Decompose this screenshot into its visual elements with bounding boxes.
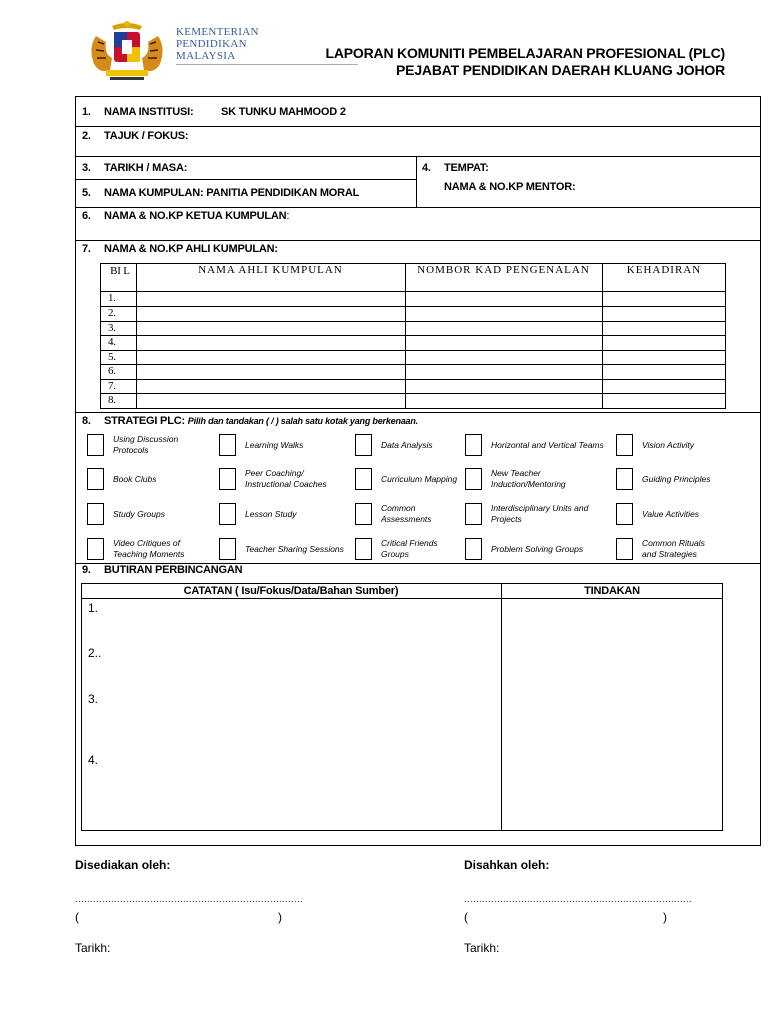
strategy-checkbox[interactable] [616, 503, 633, 525]
strategy-option-label: Using Discussion Protocols [113, 434, 179, 455]
field-group-leader[interactable] [82, 210, 289, 222]
strategy-option-label: Video Critiques of Teaching Moments [113, 538, 185, 559]
divider [75, 412, 761, 413]
strategy-checkbox[interactable] [87, 538, 104, 560]
field-group-members [82, 243, 278, 255]
divider [501, 583, 502, 831]
strategy-option-label: Study Groups [113, 509, 165, 519]
strategy-option-label: Interdisciplinary Units and Projects [491, 503, 589, 524]
field-label: TAJUK / FOKUS: [104, 130, 189, 142]
ministry-logo [82, 18, 362, 86]
divider [416, 156, 417, 207]
strategy-option-label: Peer Coaching/ Instructional Coaches [245, 468, 327, 489]
ministry-name [176, 26, 259, 62]
strategy-checkbox[interactable] [355, 538, 372, 560]
discussion-heading [82, 564, 242, 576]
table-row-number: 4. [108, 336, 116, 348]
strategy-checkbox[interactable] [355, 434, 372, 456]
divider [75, 156, 761, 157]
strategy-checkbox[interactable] [219, 538, 236, 560]
discussion-table [81, 583, 723, 831]
date-label-approved[interactable]: Tarikh: [464, 941, 500, 955]
signature-line-approved[interactable]: ............................................................................ [464, 894, 693, 904]
table-row-number: 1. [108, 292, 116, 304]
field-label: NAMA & NO.KP AHLI KUMPULAN: [104, 243, 278, 255]
strategy-checkbox[interactable] [355, 468, 372, 490]
members-table [100, 263, 726, 409]
name-paren-open: ( [75, 910, 79, 924]
field-number: 3. [82, 162, 91, 174]
col-header-name: NAMA AHLI KUMPULAN [198, 264, 343, 276]
discussion-point[interactable]: 1. [88, 601, 99, 615]
date-label-prepared[interactable]: Tarikh: [75, 941, 111, 955]
field-label: TARIKH / MASA: [104, 162, 188, 174]
strategy-option-label: Teacher Sharing Sessions [245, 544, 344, 554]
ministry-line-1: KEMENTERIAN [176, 26, 259, 38]
strategy-checkbox[interactable] [616, 434, 633, 456]
strategy-option-label: Vision Activity [642, 440, 694, 450]
divider [75, 179, 416, 180]
strategy-checkbox[interactable] [355, 503, 372, 525]
field-label: TEMPAT: [444, 162, 489, 174]
approved-by-label: Disahkan oleh: [464, 858, 550, 872]
table-row-number: 6. [108, 365, 116, 377]
field-label: NAMA INSTITUSI: [104, 106, 194, 118]
strategy-option-label: Horizontal and Vertical Teams [491, 440, 604, 450]
strategy-checkbox[interactable] [219, 468, 236, 490]
discussion-point[interactable]: 2.. [88, 646, 102, 660]
field-number: 2. [82, 130, 91, 142]
malaysia-coat-of-arms-icon [82, 18, 172, 84]
strategy-option-label: Learning Walks [245, 440, 304, 450]
divider [75, 126, 761, 127]
field-mentor[interactable]: NAMA & NO.KP MENTOR: [444, 181, 576, 193]
strategy-checkbox[interactable] [219, 503, 236, 525]
strategy-checkbox[interactable] [616, 468, 633, 490]
discussion-point[interactable]: 3. [88, 692, 99, 706]
col-header-ic: NOMBOR KAD PENGENALAN [417, 264, 590, 276]
col-header-action: TINDAKAN [584, 585, 640, 597]
divider [75, 207, 761, 208]
table-row-number: 3. [108, 322, 116, 334]
field-label: NAMA KUMPULAN: PANITIA PENDIDIKAN MORAL [104, 187, 360, 199]
field-date-time[interactable] [82, 162, 187, 174]
field-number: 7. [82, 243, 91, 255]
field-number: 4. [422, 162, 431, 174]
strategy-option-label: Data Analysis [381, 440, 433, 450]
strategy-checkbox[interactable] [465, 468, 482, 490]
strategy-instruction: Pilih dan tandakan ( / ) salah satu kotak yang berkenaan. [187, 416, 418, 426]
field-number: 5. [82, 187, 91, 199]
table-row-number: 8. [108, 394, 116, 406]
col-header-attendance: KEHADIRAN [626, 264, 702, 276]
strategy-heading [82, 415, 418, 427]
strategy-option-label: Critical Friends Groups [381, 538, 438, 559]
logo-underline [176, 64, 358, 65]
strategy-checkbox[interactable] [219, 434, 236, 456]
report-title: LAPORAN KOMUNITI PEMBELAJARAN PROFESIONAL (PLC) [325, 45, 725, 61]
field-number: 8. [82, 415, 91, 427]
strategy-option-label: Curriculum Mapping [381, 474, 458, 484]
field-group-name[interactable] [82, 187, 359, 199]
institution-value[interactable]: SK TUNKU MAHMOOD 2 [221, 106, 346, 118]
divider [75, 240, 761, 241]
strategy-option-label: Common Rituals and Strategies [642, 538, 705, 559]
strategy-checkbox[interactable] [465, 538, 482, 560]
name-paren-close: ) [663, 910, 667, 924]
name-paren-open: ( [464, 910, 468, 924]
col-header-notes: CATATAN ( Isu/Fokus/Data/Bahan Sumber) [183, 585, 399, 597]
prepared-by-label: Disediakan oleh: [75, 858, 171, 872]
field-colon: : [286, 210, 290, 222]
office-title: PEJABAT PENDIDIKAN DAERAH KLUANG JOHOR [396, 62, 725, 78]
field-number: 6. [82, 210, 91, 222]
field-institution [82, 106, 193, 118]
field-venue[interactable] [422, 162, 489, 174]
strategy-option-label: New Teacher Induction/Mentoring [491, 468, 566, 489]
ministry-line-2: PENDIDIKAN [176, 38, 247, 50]
signature-line-prepared[interactable]: ............................................................................ [75, 894, 304, 904]
strategy-option-label: Lesson Study [245, 509, 297, 519]
strategy-checkbox[interactable] [616, 538, 633, 560]
strategy-checkbox[interactable] [465, 434, 482, 456]
table-row-number: 7. [108, 380, 116, 392]
field-number: 1. [82, 106, 91, 118]
strategy-option-label: Guiding Principles [642, 474, 711, 484]
strategy-checkbox[interactable] [87, 503, 104, 525]
name-paren-close: ) [278, 910, 282, 924]
discussion-point[interactable]: 4. [88, 753, 99, 767]
ministry-line-3: MALAYSIA [176, 50, 236, 62]
strategy-checkbox[interactable] [87, 468, 104, 490]
strategy-option-label: Book Clubs [113, 474, 157, 484]
col-header-bil: BI L [110, 265, 130, 277]
field-label: NAMA & NO.KP KETUA KUMPULAN [104, 210, 287, 222]
field-label: BUTIRAN PERBINCANGAN [104, 564, 243, 576]
strategy-option-label: Value Activities [642, 509, 700, 519]
strategy-checkbox[interactable] [87, 434, 104, 456]
strategy-checkbox[interactable] [465, 503, 482, 525]
divider [81, 598, 723, 599]
table-row-number: 2. [108, 307, 116, 319]
field-topic[interactable] [82, 130, 188, 142]
field-label: STRATEGI PLC: [104, 415, 185, 427]
field-number: 9. [82, 564, 91, 576]
table-row-number: 5. [108, 351, 116, 363]
strategy-option-label: Problem Solving Groups [491, 544, 584, 554]
strategy-option-label: Common Assessments [381, 503, 432, 524]
